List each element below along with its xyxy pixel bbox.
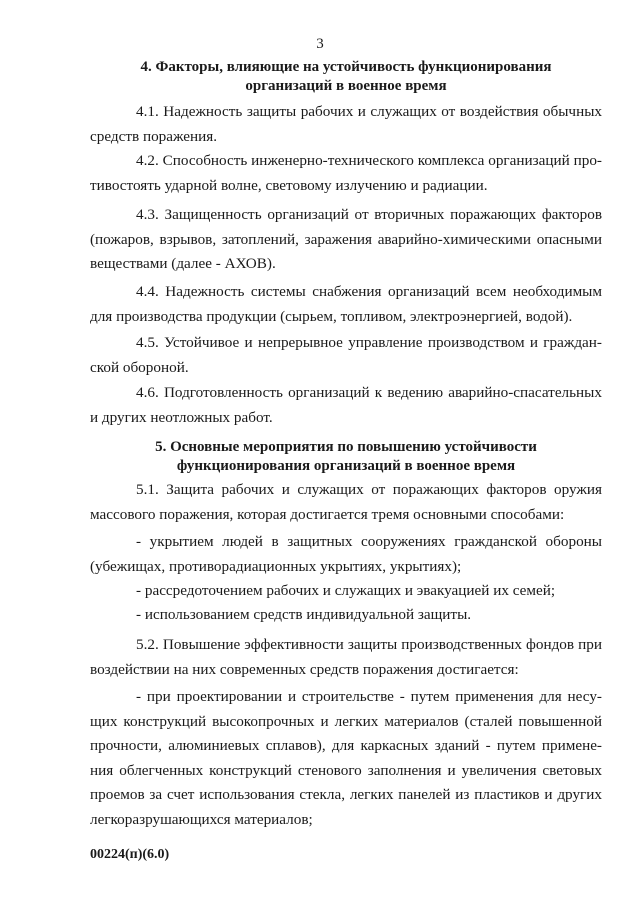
paragraph-4-2	[90, 149, 602, 198]
text-line: воздействии на них современных средств поражения достигается:	[90, 660, 519, 678]
text-line: 4.4. Надежность системы снабжения организаций всем необходимым	[136, 283, 602, 300]
paragraph-4-5	[90, 331, 602, 380]
text-line: легкоразрушающихся материалов;	[90, 810, 313, 828]
text-line: (убежищах, противорадиационных укрытиях, укрытиях);	[90, 557, 462, 575]
text-line: прочности, алюминиевых сплавов), для каркасных зданий - путем примене-	[90, 737, 602, 754]
heading-line: 4. Факторы, влияющие на устойчивость функционирования	[140, 59, 552, 75]
text-line: тивостоять ударной волне, световому излучению и радиации.	[90, 176, 488, 194]
paragraph-4-1	[90, 100, 602, 149]
text-line: для производства продукции (сырьем, топливом, электроэнергией, водой).	[90, 307, 573, 325]
paragraph-5-1	[90, 478, 602, 527]
paragraph-5-2	[90, 633, 602, 682]
text-line: (пожаров, взрывов, затоплений, заражения аварийно-химическими опасными	[90, 230, 602, 248]
text-line: - укрытием людей в защитных сооружениях гражданской обороны	[136, 533, 602, 550]
text-line: 4.3. Защищенность организаций от вторичных поражающих факторов	[136, 206, 602, 223]
text-line: щих конструкций высокопрочных и легких материалов (сталей повышенной	[90, 712, 602, 730]
text-line: 4.6. Подготовленность организаций к ведению аварийно-спасательных	[136, 384, 602, 401]
paragraph-4-4	[90, 280, 602, 329]
paragraph-4-3	[90, 203, 602, 277]
text-line: средств поражения.	[90, 127, 218, 145]
text-line: 4.1. Надежность защиты рабочих и служащих от воздействия обычных	[136, 103, 602, 120]
list-item-shelter	[90, 530, 602, 579]
text-line: ния облегченных конструкций стенового заполнения и увеличения световых	[90, 761, 602, 779]
heading-line: организаций в военное время	[245, 78, 447, 94]
heading-line: функционирования организаций в военное время	[176, 458, 516, 474]
text-line: 5.1. Защита рабочих и служащих от поражающих факторов оружия	[136, 481, 602, 498]
text-line: 5.2. Повышение эффективности защиты производственных фондов при	[136, 636, 602, 653]
text-line: и других неотложных работ.	[90, 408, 273, 426]
text-line: ской обороной.	[90, 358, 189, 376]
list-item-protection	[90, 603, 602, 628]
list-item-dispersal	[90, 579, 602, 604]
page-number: 3	[316, 36, 324, 52]
paragraph-4-6	[90, 381, 602, 430]
list-item-design	[90, 685, 602, 832]
text-line: - рассредоточением рабочих и служащих и эвакуацией их семей;	[136, 582, 556, 599]
text-line: проемов за счет использования стекла, легких панелей из пластиков и других	[90, 786, 602, 803]
section-4-heading	[90, 58, 602, 96]
heading-line: 5. Основные мероприятия по повышению устойчивости	[155, 439, 537, 455]
section-5-heading	[90, 438, 602, 476]
text-line: 4.2. Способность инженерно-технического комплекса организаций про-	[136, 152, 602, 169]
text-line: - использованием средств индивидуальной защиты.	[136, 606, 472, 623]
text-line: веществами (далее - АХОВ).	[90, 255, 276, 272]
text-line: массового поражения, которая достигается тремя основными способами:	[90, 505, 565, 523]
text-line: - при проектировании и строительстве - путем применения для несу-	[136, 688, 602, 705]
document-code: 00224(п)(6.0)	[90, 847, 170, 862]
text-line: 4.5. Устойчивое и непрерывное управление производством и граждан-	[136, 334, 602, 351]
